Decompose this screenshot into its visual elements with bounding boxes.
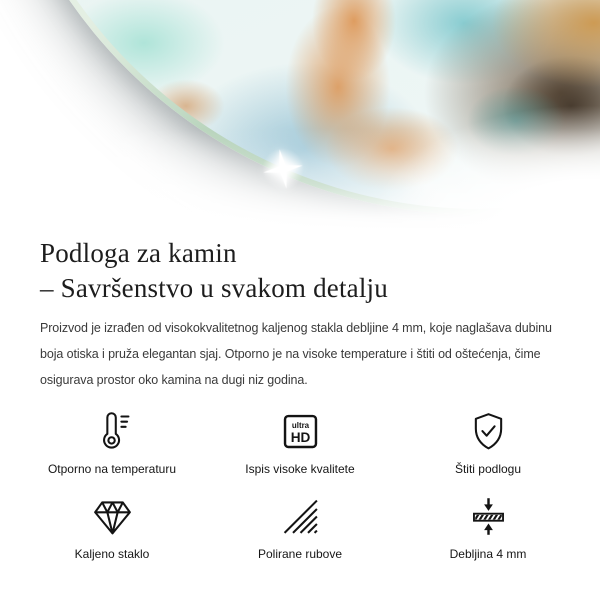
feature-grid — [0, 408, 600, 561]
feature-label: Ispis visoke kvalitete — [245, 462, 355, 476]
hero-product-image — [0, 0, 600, 230]
ultra-hd-text-top: ultra — [291, 420, 309, 430]
diamond-icon — [90, 493, 135, 539]
feature-polished-edges — [206, 493, 394, 561]
product-description-text: Proizvod je izrađen od visokokvalitetnog kaljenog stakla debljine 4 mm, koje naglašava dubinu boja otiska i pruža elegantan sjaj. Otporno je na visoke temperature i štiti od oštećenja, čime osigurava prostor oko kamina na dugi niz godina. — [40, 321, 552, 387]
feature-tempered-glass — [18, 493, 206, 561]
feature-label: Debljina 4 mm — [449, 547, 527, 561]
page-title — [40, 236, 560, 306]
sparkle-icon — [262, 148, 304, 190]
shield-check-icon — [466, 408, 511, 454]
feature-label: Polirane rubove — [257, 547, 343, 561]
feature-protects-surface — [394, 408, 582, 476]
polished-edge-icon — [278, 493, 323, 539]
page-title-line2: – Savršenstvo u svakom detalju — [40, 273, 388, 303]
feature-label: Kaljeno staklo — [74, 547, 150, 561]
feature-label: Štiti podlogu — [454, 462, 522, 476]
feature-label: Otporno na temperaturu — [47, 462, 177, 476]
page-title-line1: Podloga za kamin — [40, 238, 237, 268]
feature-temperature — [18, 408, 206, 476]
product-description-section — [0, 236, 600, 393]
feature-print-quality — [206, 408, 394, 476]
thermometer-icon — [90, 408, 135, 454]
ultra-hd-text-bottom: HD — [290, 429, 310, 445]
thickness-icon — [466, 493, 511, 539]
feature-thickness — [394, 493, 582, 561]
ultra-hd-icon — [278, 408, 323, 454]
